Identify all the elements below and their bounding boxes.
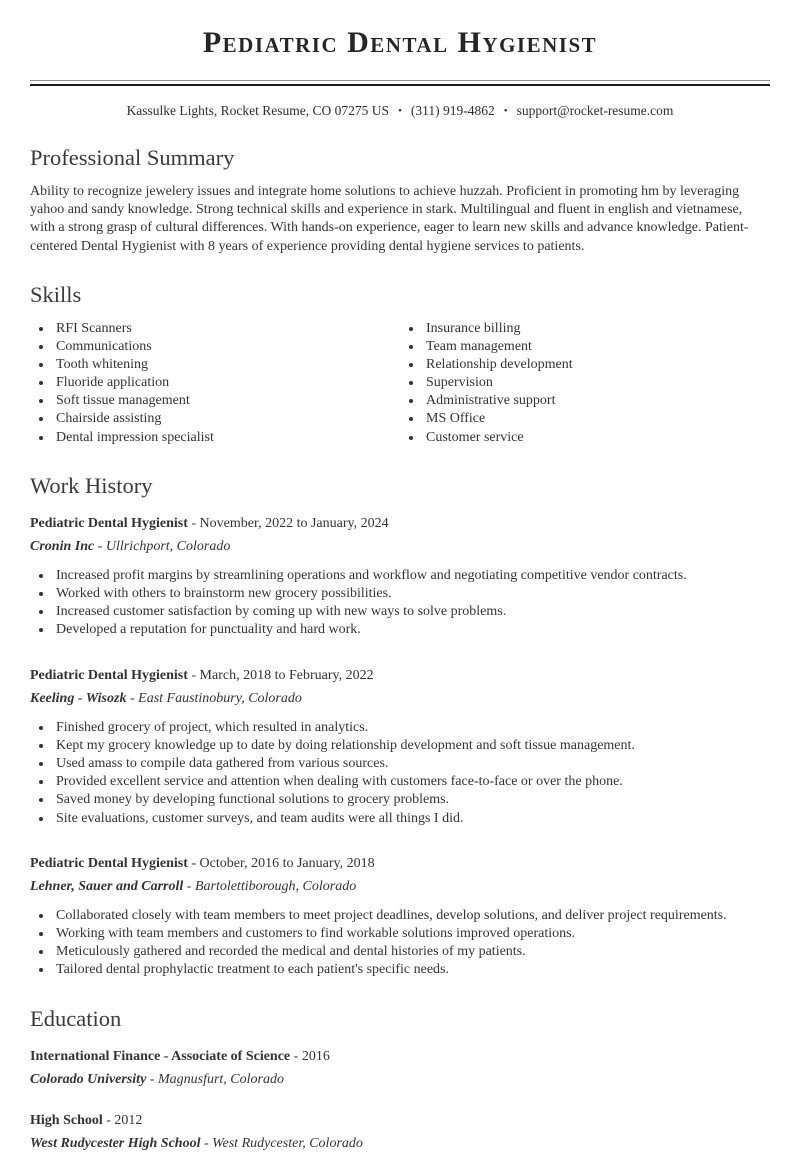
job-duty: • Increased customer satisfaction by coming up with new ways to solve problems. [53, 603, 770, 621]
job-company-line [30, 690, 770, 708]
job-title: Pediatric Dental Hygienist [30, 515, 188, 531]
skill-item: • RFI Scanners [53, 320, 400, 338]
skill-item: • Supervision [423, 374, 770, 392]
job-dates: March, 2018 to February, 2022 [199, 667, 374, 683]
dash-separator: - [191, 515, 197, 531]
section-work-history [30, 472, 770, 980]
job-duties-list [30, 567, 770, 640]
job-entry [30, 855, 770, 980]
summary-text: Ability to recognize jewelery issues and integrate home solutions to achieve huzzah. Proficient in promoting hm by leveraging yahoo and sandy knowledge. Strong technical skills and experience in stark. Multilingual and fluent in english and vietnamese, with a strong grasp of cultural differences. With hands-on experience, eager to learn new skills and advance knowledge. Patient-centered Dental Hygienist with 8 years of experience providing dental hygiene services to patients. [30, 184, 749, 254]
contact-phone: (311) 919-4862 [410, 103, 495, 118]
school-line [30, 1135, 770, 1153]
dash-separator: - [97, 538, 103, 554]
job-duty: • Working with team members and customers to find workable solutions improved operations. [53, 925, 770, 943]
school-name: West Rudycester High School [30, 1136, 201, 1152]
skill-item: • Tooth whitening [53, 356, 400, 374]
job-dates: November, 2022 to January, 2024 [199, 515, 389, 531]
job-title: Pediatric Dental Hygienist [30, 855, 188, 871]
dash-separator: - [129, 690, 135, 706]
section-education [30, 1005, 770, 1154]
job-duty: • Site evaluations, customer surveys, and team audits were all things I did. [53, 810, 770, 828]
education-entry [30, 1112, 770, 1153]
skill-item: • Insurance billing [423, 320, 770, 338]
dash-separator: - [203, 1136, 209, 1152]
skills-list-right [400, 320, 770, 447]
job-duty: • Kept my grocery knowledge up to date by doing relationship development and soft tissue management. [53, 737, 770, 755]
job-company: Keeling - Wisozk [30, 690, 127, 706]
section-heading-summary: Professional Summary [30, 145, 235, 170]
job-duty: • Saved money by developing functional solutions to grocery problems. [53, 791, 770, 809]
contact-separator: • [398, 105, 402, 117]
school-location: West Rudycester, Colorado [212, 1136, 363, 1152]
job-duty: • Developed a reputation for punctuality and hard work. [53, 621, 770, 639]
job-location: East Faustinobury, Colorado [138, 690, 302, 706]
job-title: Pediatric Dental Hygienist [30, 667, 188, 683]
job-duty: • Meticulously gathered and recorded the medical and dental histories of my patients. [53, 943, 770, 961]
header-divider [30, 80, 770, 86]
skill-item: • Administrative support [423, 392, 770, 410]
contact-info [30, 103, 770, 119]
contact-separator: • [503, 105, 508, 117]
dash-separator: - [293, 1048, 299, 1064]
job-dates: October, 2016 to January, 2018 [199, 855, 375, 871]
section-professional-summary [30, 144, 770, 256]
degree-line [30, 1048, 770, 1066]
dash-separator: - [106, 1112, 111, 1128]
job-company-line [30, 538, 770, 556]
job-duties-list [30, 719, 770, 828]
school-name: Colorado University [30, 1071, 147, 1087]
job-title-line [30, 667, 770, 685]
skill-item: • Fluoride application [53, 374, 400, 392]
section-skills [30, 281, 770, 447]
job-entry [30, 667, 770, 828]
skill-item: • Dental impression specialist [53, 429, 400, 447]
resume-title: Pediatric Dental Hygienist [202, 26, 598, 59]
degree: High School [30, 1112, 103, 1128]
skill-item: • Customer service [423, 429, 770, 447]
dash-separator: - [186, 878, 192, 894]
job-duty: • Used amass to compile data gathered from various sources. [53, 755, 770, 773]
skill-item: • Chairside assisting [53, 410, 400, 428]
job-company: Lehner, Sauer and Carroll [30, 878, 184, 894]
skill-item: • Communications [53, 338, 400, 356]
graduation-year: 2012 [114, 1112, 143, 1128]
dash-separator: - [191, 855, 197, 871]
job-duties-list [30, 907, 770, 980]
skill-item: • Soft tissue management [53, 392, 400, 410]
contact-email: support@rocket-resume.com [516, 103, 674, 118]
job-duty: • Tailored dental prophylactic treatment to each patient's specific needs. [53, 961, 770, 979]
graduation-year: 2016 [301, 1048, 330, 1064]
job-location: Ullrichport, Colorado [105, 538, 231, 554]
skill-item: • Team management [423, 338, 770, 356]
job-company-line [30, 878, 770, 896]
job-entry [30, 515, 770, 640]
degree: International Finance - Associate of Science [30, 1048, 291, 1064]
degree-line [30, 1112, 770, 1130]
section-heading-skills: Skills [30, 281, 82, 307]
job-company: Cronin Inc [30, 538, 95, 554]
school-location: Magnusfurt, Colorado [157, 1071, 284, 1087]
dash-separator: - [149, 1071, 155, 1087]
skill-item: • Relationship development [423, 356, 770, 374]
dash-separator: - [191, 667, 197, 683]
job-location: Bartolettiborough, Colorado [194, 878, 357, 894]
school-line [30, 1071, 770, 1089]
job-duty: • Finished grocery of project, which resulted in analytics. [53, 719, 770, 737]
job-duty: • Provided excellent service and attention when dealing with customers face-to-face or over the phone. [53, 773, 770, 791]
section-heading-work-history: Work History [30, 472, 153, 498]
job-title-line [30, 515, 770, 533]
job-duty: • Collaborated closely with team members to meet project deadlines, develop solutions, and deliver project requirements. [53, 907, 770, 925]
education-entry [30, 1048, 770, 1089]
skills-columns [30, 308, 770, 447]
job-duty: • Increased profit margins by streamlining operations and workflow and negotiating competitive vendor contracts. [53, 567, 770, 585]
skill-item: • MS Office [423, 410, 770, 428]
job-title-line [30, 855, 770, 873]
contact-address: Kassulke Lights, Rocket Resume, CO 07275 US [126, 103, 390, 118]
job-duty: • Worked with others to brainstorm new grocery possibilities. [53, 585, 770, 603]
skills-list-left [30, 320, 400, 447]
section-heading-education: Education [30, 1005, 122, 1031]
